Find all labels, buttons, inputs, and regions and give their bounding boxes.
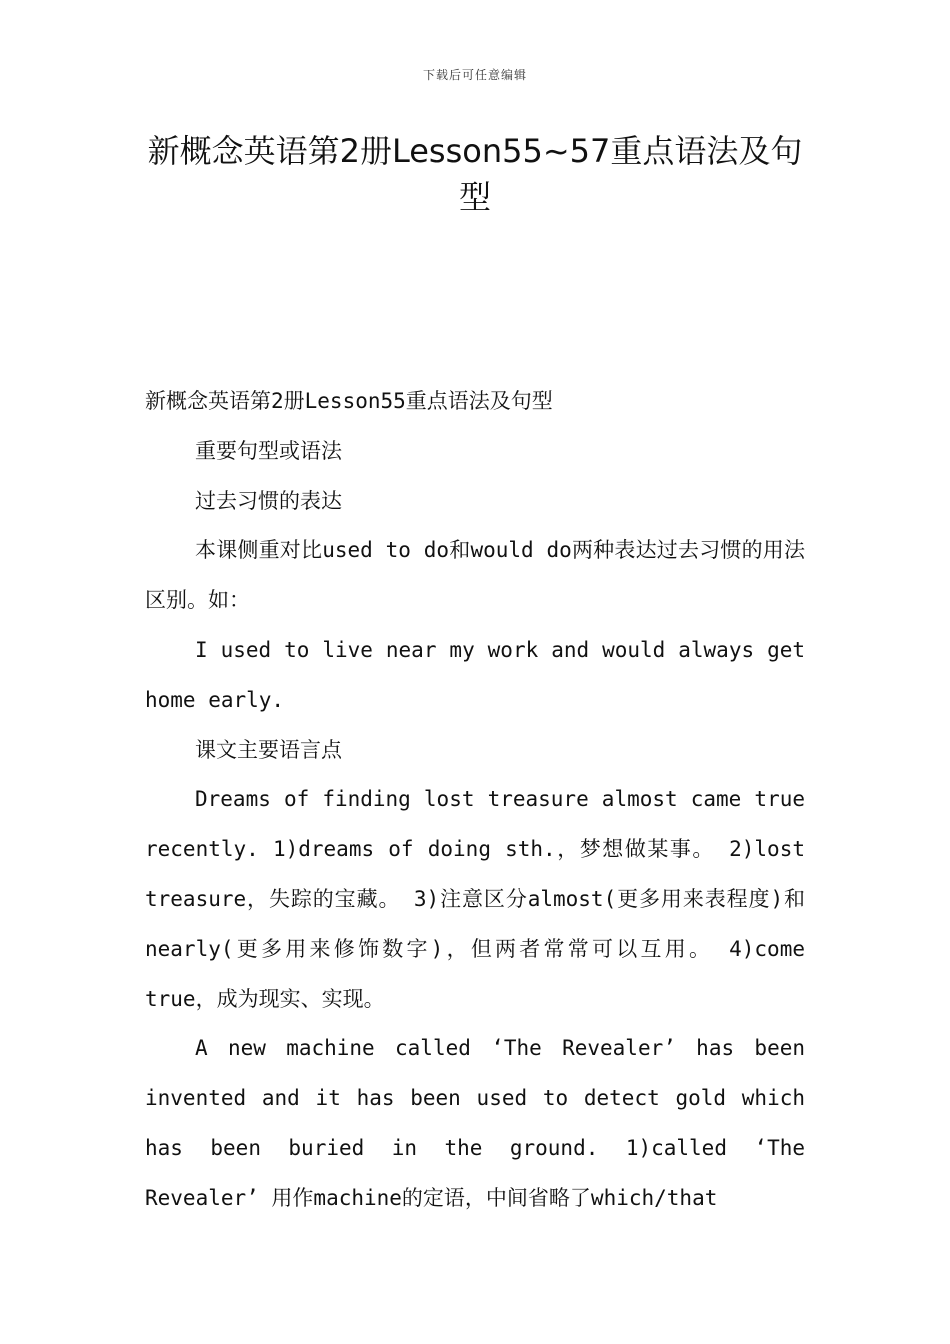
paragraph-key-patterns: 重要句型或语法 (195, 438, 342, 463)
paragraph-used-to-vs-would: 本课侧重对比used to do和would do两种表达过去习惯的用法区别。如： (145, 538, 805, 613)
paragraph-example-sentence: I used to live near my work and would always get home early. (145, 637, 805, 712)
header-note: 下载后可任意编辑 (422, 68, 527, 82)
document-body (145, 377, 805, 1224)
document-title: 新概念英语第2册Lesson55~57重点语法及句型 (147, 132, 803, 216)
paragraph-revealer-machine: A new machine called ‘The Revealer’ has been invented and it has been used to detect gold which has been buried in the ground. 1)called ‘The Revealer’ 用作machine的定语，中间省略了which/that (145, 1036, 805, 1210)
paragraph-dreams-of-treasure: Dreams of finding lost treasure almost came true recently. 1)dreams of doing sth.，梦想做某事。 2)lost treasure，失踪的宝藏。 3)注意区分almost(更多用来表程度)和nearly(更多用来修饰数字)，但两者常常可以互用。 4)come true，成为现实、实现。 (145, 787, 805, 1011)
paragraph-language-points-heading: 课文主要语言点 (195, 737, 342, 762)
paragraph-past-habits: 过去习惯的表达 (195, 488, 342, 513)
section-heading: 新概念英语第2册Lesson55重点语法及句型 (145, 389, 553, 413)
